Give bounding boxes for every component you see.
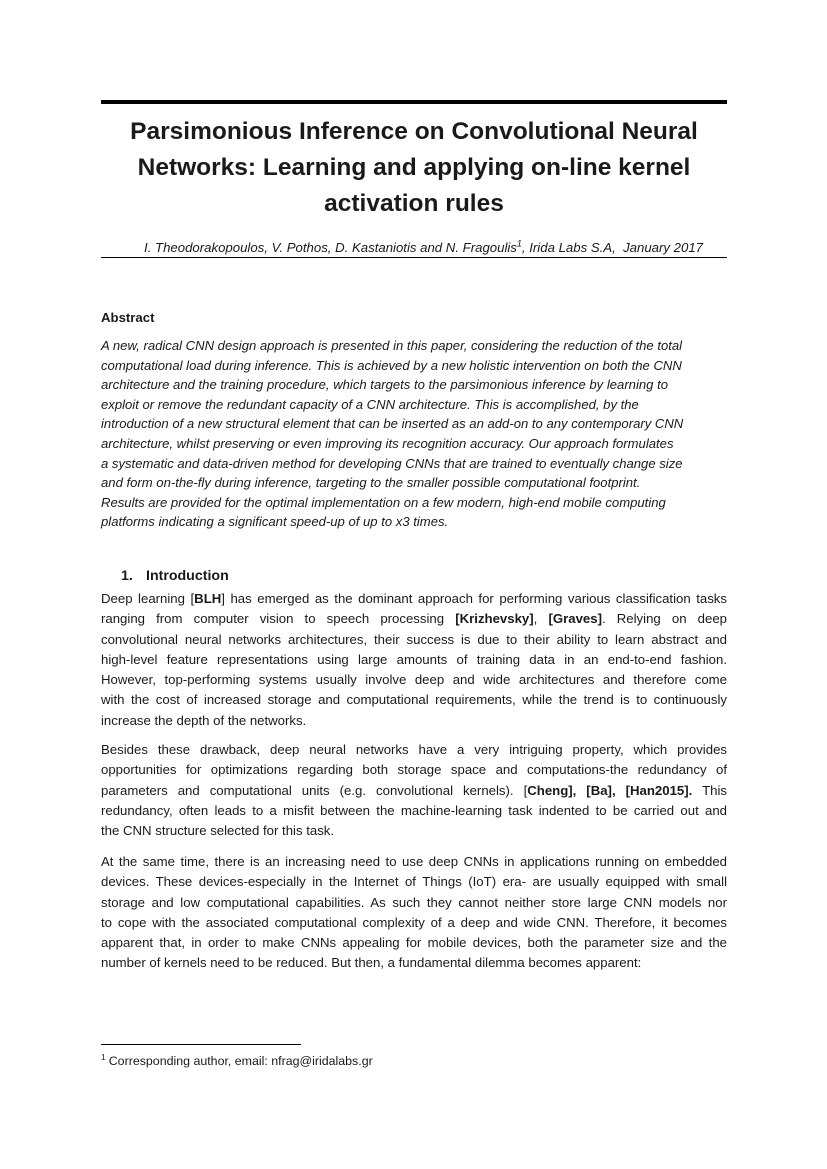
abstract-line: exploit or remove the redundant capacity of a CNN architecture. This is accomplished, by the (101, 396, 639, 412)
section-number: 1. (121, 568, 133, 584)
footnote-text: Corresponding author, email: nfrag@iridalabs.gr (108, 1054, 373, 1068)
abstract-heading: Abstract (101, 310, 155, 325)
paragraph-line: However, top-performing systems usually involve deep and wide architectures and therefore come (101, 672, 727, 688)
paragraph-line: high-level feature representations using large amounts of training data in an end-to-end fashion. (101, 651, 727, 667)
abstract-body (101, 336, 727, 532)
abstract-line: A new, radical CNN design approach is presented in this paper, considering the reduction of the total (101, 338, 683, 353)
paper-title (101, 114, 727, 222)
footnote-rule (101, 1044, 301, 1045)
title-line: activation rules (324, 190, 504, 217)
footnote-number: 1 (101, 1051, 106, 1062)
abstract-line: and form on-the-fly during inference, targeting to the smaller possible computational footprint. (101, 475, 641, 491)
paragraph-line: Besides these drawback, deep neural networks have a very intriguing property, which provides (101, 742, 727, 757)
citation: [Graves] (548, 611, 602, 627)
text-run: , (533, 611, 549, 627)
abstract-line: architecture, whilst preserving or even improving its recognition accuracy. Our approach formulates (101, 435, 674, 451)
intro-paragraph-2 (101, 740, 727, 841)
text-run: This (692, 782, 727, 798)
text-run: ranging from computer vision to speech processing (101, 611, 456, 627)
citation: BLH (194, 591, 222, 606)
section-title: Introduction (146, 568, 229, 584)
paragraph-line: to cope with the associated computational complexity of a deep and wide CNN. Therefore, it becomes (101, 914, 727, 930)
paragraph-line: opportunities for optimizations regarding both storage space and computations-the redundancy of (101, 762, 727, 778)
affiliation-date: , Irida Labs S.A, January 2017 (521, 240, 703, 255)
abstract-line: Results are provided for the optimal implementation on a few modern, high-end mobile computing (101, 494, 666, 510)
paragraph-line: devices. These devices-especially in the Internet of Things (IoT) era- are usually equipped with small (101, 874, 727, 890)
paragraph-line (101, 589, 727, 609)
paragraph-line: storage and low computational capabilities. As such they cannot neither store large CNN models nor (101, 894, 727, 910)
abstract-line: computational load during inference. This is achieved by a new holistic intervention on both the CNN (101, 357, 682, 373)
intro-paragraph-1 (101, 589, 727, 731)
paragraph-line (101, 781, 727, 801)
paragraph-line: increase the depth of the networks. (101, 712, 307, 728)
paragraph-line: with the cost of increased storage and computational requirements, while the trend is to continuously (101, 692, 727, 708)
abstract-line: a systematic and data-driven method for developing CNNs that are trained to eventually change size (101, 455, 683, 471)
text-run: ] has emerged as the dominant approach for performing various classification tasks (221, 591, 727, 606)
footnote-mark: 1 (516, 238, 522, 249)
footnote (101, 1052, 373, 1070)
intro-paragraph-3 (101, 852, 727, 974)
paragraph-line: convolutional neural networks architectures, their success is due to their ability to learn abstract and (101, 631, 727, 647)
citation: [Krizhevsky] (455, 611, 534, 627)
text-run: Deep learning [ (101, 591, 195, 606)
text-run: . Relying on deep (601, 611, 728, 627)
citation: Cheng], [Ba], [Han2015]. (527, 782, 693, 798)
title-top-rule (101, 100, 727, 104)
text-run: parameters and computational units (e.g. convolutional kernels). [ (101, 782, 528, 798)
abstract-line: architecture and the training procedure, which targets to the parsimonious inference by learning to (101, 377, 668, 393)
abstract-line: introduction of a new structural element that can be inserted as an add-on to any contemporary CNN (101, 416, 684, 432)
paragraph-line: number of kernels need to be reduced. But then, a fundamental dilemma becomes apparent: (101, 955, 642, 971)
author-names: I. Theodorakopoulos, V. Pothos, D. Kastaniotis and N. Fragoulis (144, 240, 517, 255)
abstract-line: platforms indicating a significant speed-up of up to x3 times. (101, 514, 449, 530)
title-line: Networks: Learning and applying on-line kernel (137, 154, 691, 181)
paragraph-line: redundancy, often leads to a misfit between the machine-learning task indented to be carried out and (101, 802, 727, 818)
title-line: Parsimonious Inference on Convolutional Neural (130, 118, 698, 145)
paragraph-line: apparent that, in order to make CNNs appealing for mobile devices, both the parameter size and the (101, 935, 727, 951)
section-heading-introduction (121, 566, 229, 586)
author-rule (101, 257, 727, 258)
author-line (101, 238, 703, 258)
paragraph-line: At the same time, there is an increasing need to use deep CNNs in applications running on embedded (101, 854, 727, 869)
paragraph-line (101, 609, 727, 629)
paragraph-line: the CNN structure selected for this task. (101, 823, 335, 839)
